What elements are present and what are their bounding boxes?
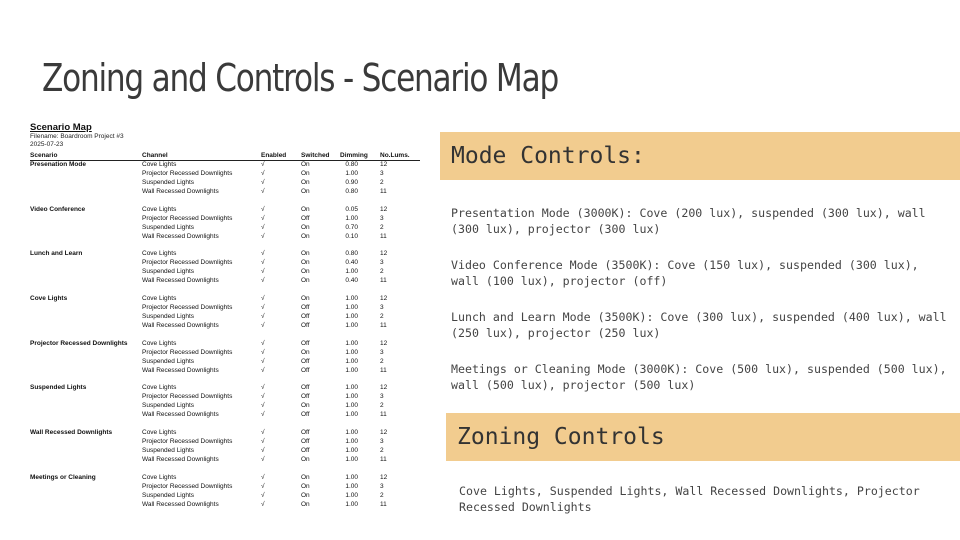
cell-num-lums: 11: [380, 277, 387, 285]
mode-item-video-conference: Video Conference Mode (3500K): Cove (150 lux), suspended (300 lux), wall (100 lux), projector (off): [451, 258, 919, 288]
cell-num-lums: 2: [380, 357, 384, 365]
cell-dimming: 0.05: [345, 205, 358, 213]
cell-enabled: √: [261, 429, 265, 437]
group-spacer: [30, 465, 420, 474]
cell-enabled: √: [261, 491, 265, 499]
cell-dimming: 1.00: [345, 447, 358, 454]
cell-dimming: 0.70: [345, 223, 358, 231]
table-header: [30, 152, 420, 161]
cell-num-lums: 3: [380, 348, 384, 356]
cell-num-lums: 11: [380, 366, 387, 374]
cell-channel: Cove Lights: [142, 339, 177, 347]
cell-channel: Suspended Lights: [142, 447, 195, 454]
table-row: [30, 456, 420, 465]
cell-channel: Suspended Lights: [142, 312, 195, 320]
zoning-controls-text: Cove Lights, Suspended Lights, Wall Recessed Downlights, Projector Recessed Downlights: [459, 484, 920, 514]
cell-channel: Suspended Lights: [142, 268, 195, 276]
table-row: [30, 179, 420, 188]
cell-channel: Cove Lights: [142, 295, 177, 303]
cell-switched: Off: [301, 366, 310, 374]
cell-num-lums: 11: [380, 500, 387, 508]
cell-switched: On: [301, 491, 310, 499]
cell-num-lums: 3: [380, 393, 384, 401]
cell-dimming: 1.00: [345, 339, 358, 347]
table-row: [30, 340, 420, 349]
cell-enabled: √: [261, 250, 265, 258]
table-row: [30, 295, 420, 304]
cell-enabled: √: [261, 169, 265, 177]
cell-scenario: Lunch and Learn: [30, 250, 83, 258]
table-row: [30, 474, 420, 483]
cell-enabled: √: [261, 214, 265, 222]
document-title: Scenario Map: [30, 122, 92, 133]
table-row: [30, 259, 420, 268]
table-row: [30, 170, 420, 179]
cell-num-lums: 2: [380, 312, 384, 320]
cell-switched: Off: [301, 321, 310, 329]
cell-dimming: 1.00: [345, 393, 358, 401]
mode-item-meetings-or-cleaning: Meetings or Cleaning Mode (3000K): Cove (500 lux), suspended (500 lux), wall (500 lux), projector (500 lux): [451, 362, 947, 392]
table-row: [30, 447, 420, 456]
cell-dimming: 0.80: [345, 250, 358, 258]
cell-enabled: √: [261, 348, 265, 356]
cell-enabled: √: [261, 366, 265, 374]
cell-channel: Wall Recessed Downlights: [142, 500, 219, 508]
group-spacer: [30, 197, 420, 206]
group-spacer: [30, 376, 420, 385]
cell-channel: Wall Recessed Downlights: [142, 277, 219, 285]
cell-dimming: 0.90: [345, 178, 358, 186]
cell-channel: Projector Recessed Downlights: [142, 482, 233, 490]
group-spacer: [30, 420, 420, 429]
cell-enabled: √: [261, 473, 265, 481]
cell-channel: Cove Lights: [142, 250, 177, 258]
cell-switched: On: [301, 259, 310, 267]
cell-enabled: √: [261, 455, 265, 463]
slide-title: Zoning and Controls - Scenario Map: [42, 56, 559, 100]
cell-channel: Wall Recessed Downlights: [142, 455, 219, 463]
cell-switched: Off: [301, 357, 310, 365]
cell-switched: On: [301, 250, 310, 258]
cell-dimming: 1.00: [345, 366, 358, 374]
cell-num-lums: 12: [380, 161, 388, 168]
table-row: [30, 215, 420, 224]
column-header-switched: Switched: [301, 152, 330, 159]
table-row: [30, 429, 420, 438]
scenario-group: [30, 384, 420, 420]
cell-channel: Wall Recessed Downlights: [142, 411, 219, 419]
cell-num-lums: 11: [380, 232, 387, 240]
cell-switched: On: [301, 232, 310, 240]
cell-dimming: 1.00: [345, 295, 358, 303]
cell-enabled: √: [261, 259, 265, 267]
cell-enabled: √: [261, 393, 265, 401]
cell-switched: Off: [301, 214, 310, 222]
cell-switched: On: [301, 295, 310, 303]
cell-channel: Cove Lights: [142, 384, 177, 392]
cell-enabled: √: [261, 312, 265, 320]
scenario-group: [30, 206, 420, 242]
table-row: [30, 304, 420, 313]
cell-num-lums: 12: [380, 384, 388, 392]
table-row: [30, 233, 420, 242]
document-filename: Filename: Boardroom Project #3: [30, 133, 124, 140]
cell-enabled: √: [261, 161, 265, 168]
cell-dimming: 1.00: [345, 169, 358, 177]
cell-dimming: 1.00: [345, 402, 358, 410]
cell-dimming: 0.40: [345, 259, 358, 267]
cell-dimming: 1.00: [345, 411, 358, 419]
table-row: [30, 313, 420, 322]
cell-dimming: 1.00: [345, 473, 358, 481]
cell-num-lums: 12: [380, 295, 388, 303]
cell-channel: Projector Recessed Downlights: [142, 259, 233, 267]
cell-num-lums: 3: [380, 438, 384, 446]
cell-enabled: √: [261, 321, 265, 329]
cell-enabled: √: [261, 232, 265, 240]
cell-enabled: √: [261, 357, 265, 365]
group-spacer: [30, 241, 420, 250]
cell-switched: On: [301, 482, 310, 490]
cell-dimming: 1.00: [345, 304, 358, 311]
table-row: [30, 402, 420, 411]
cell-switched: Off: [301, 438, 310, 446]
cell-dimming: 1.00: [345, 384, 358, 392]
table-row: [30, 367, 420, 376]
cell-dimming: 0.40: [345, 277, 358, 285]
document-date: 2025-07-23: [30, 141, 64, 148]
table-row: [30, 384, 420, 393]
cell-channel: Wall Recessed Downlights: [142, 321, 219, 329]
cell-channel: Projector Recessed Downlights: [142, 438, 233, 446]
column-header-scenario: Scenario: [30, 152, 58, 159]
cell-enabled: √: [261, 178, 265, 186]
cell-dimming: 1.00: [345, 455, 358, 463]
cell-channel: Cove Lights: [142, 473, 177, 481]
cell-enabled: √: [261, 304, 265, 311]
cell-dimming: 1.00: [345, 500, 358, 508]
cell-scenario: Projector Recessed Downlights: [30, 339, 128, 347]
cell-dimming: 1.00: [345, 321, 358, 329]
table-row: [30, 358, 420, 367]
cell-num-lums: 3: [380, 169, 384, 177]
table-row: [30, 483, 420, 492]
cell-channel: Projector Recessed Downlights: [142, 393, 233, 401]
scenario-group: [30, 250, 420, 286]
cell-dimming: 0.10: [345, 232, 358, 240]
cell-channel: Suspended Lights: [142, 357, 195, 365]
cell-channel: Wall Recessed Downlights: [142, 187, 219, 195]
cell-switched: On: [301, 205, 310, 213]
cell-dimming: 1.00: [345, 357, 358, 365]
cell-num-lums: 3: [380, 259, 384, 267]
cell-num-lums: 12: [380, 429, 388, 437]
cell-enabled: √: [261, 295, 265, 303]
cell-num-lums: 2: [380, 402, 384, 410]
cell-dimming: 1.00: [345, 312, 358, 320]
cell-enabled: √: [261, 402, 265, 410]
cell-enabled: √: [261, 447, 265, 454]
cell-num-lums: 11: [380, 321, 387, 329]
cell-channel: Cove Lights: [142, 161, 177, 168]
cell-dimming: 1.00: [345, 214, 358, 222]
cell-dimming: 1.00: [345, 429, 358, 437]
cell-num-lums: 3: [380, 304, 384, 311]
cell-num-lums: 2: [380, 223, 384, 231]
cell-channel: Suspended Lights: [142, 402, 195, 410]
cell-switched: Off: [301, 384, 310, 392]
table-row: [30, 277, 420, 286]
cell-num-lums: 3: [380, 214, 384, 222]
zoning-controls-header: [446, 413, 960, 461]
cell-channel: Wall Recessed Downlights: [142, 232, 219, 240]
cell-enabled: √: [261, 268, 265, 276]
table-row: [30, 268, 420, 277]
cell-num-lums: 2: [380, 491, 384, 499]
cell-channel: Suspended Lights: [142, 491, 195, 499]
mode-item-presentation: Presentation Mode (3000K): Cove (200 lux), suspended (300 lux), wall (300 lux), projector (300 lux): [451, 206, 926, 236]
scenario-group: [30, 429, 420, 465]
cell-switched: Off: [301, 411, 310, 419]
cell-switched: On: [301, 500, 310, 508]
table-row: [30, 393, 420, 402]
column-header-enabled: Enabled: [261, 152, 287, 159]
table-row: [30, 206, 420, 215]
cell-enabled: √: [261, 500, 265, 508]
cell-scenario: Wall Recessed Downlights: [30, 429, 113, 437]
scenario-group: [30, 340, 420, 376]
cell-num-lums: 12: [380, 473, 388, 481]
cell-switched: On: [301, 178, 310, 186]
cell-switched: Off: [301, 429, 310, 437]
cell-num-lums: 12: [380, 205, 388, 213]
cell-switched: On: [301, 348, 310, 356]
table-row: [30, 349, 420, 358]
cell-enabled: √: [261, 339, 265, 347]
scenario-group: [30, 161, 420, 197]
cell-dimming: 1.00: [345, 438, 358, 446]
cell-switched: Off: [301, 447, 310, 454]
cell-enabled: √: [261, 384, 265, 392]
cell-scenario: Video Conference: [30, 205, 86, 213]
cell-scenario: Suspended Lights: [30, 384, 87, 392]
cell-scenario: Meetings or Cleaning: [30, 473, 96, 481]
cell-num-lums: 2: [380, 268, 384, 276]
cell-switched: Off: [301, 393, 310, 401]
cell-enabled: √: [261, 205, 265, 213]
group-spacer: [30, 331, 420, 340]
cell-channel: Cove Lights: [142, 429, 177, 437]
cell-channel: Cove Lights: [142, 205, 177, 213]
cell-dimming: 0.80: [345, 187, 358, 195]
cell-dimming: 1.00: [345, 491, 358, 499]
cell-switched: On: [301, 169, 310, 177]
cell-switched: On: [301, 268, 310, 276]
cell-dimming: 1.00: [345, 268, 358, 276]
cell-num-lums: 11: [380, 455, 387, 463]
table-row: [30, 492, 420, 501]
table-row: [30, 161, 420, 170]
cell-channel: Projector Recessed Downlights: [142, 348, 233, 356]
zoning-controls-heading: Zoning Controls: [457, 424, 665, 450]
cell-switched: On: [301, 455, 310, 463]
table-row: [30, 411, 420, 420]
cell-num-lums: 12: [380, 339, 388, 347]
cell-dimming: 1.00: [345, 482, 358, 490]
table-row: [30, 438, 420, 447]
cell-switched: Off: [301, 339, 310, 347]
cell-enabled: √: [261, 438, 265, 446]
scenario-group: [30, 474, 420, 510]
cell-switched: On: [301, 277, 310, 285]
column-header-channel: Channel: [142, 152, 168, 159]
cell-num-lums: 2: [380, 447, 384, 454]
cell-channel: Projector Recessed Downlights: [142, 304, 233, 311]
cell-switched: Off: [301, 312, 310, 320]
cell-channel: Wall Recessed Downlights: [142, 366, 219, 374]
cell-enabled: √: [261, 482, 265, 490]
scenario-map-document: [30, 122, 420, 510]
group-spacer: [30, 286, 420, 295]
cell-enabled: √: [261, 187, 265, 195]
mode-controls-list: [451, 206, 951, 414]
cell-num-lums: 11: [380, 187, 387, 195]
table-row: [30, 322, 420, 331]
cell-num-lums: 12: [380, 250, 388, 258]
cell-dimming: 1.00: [345, 348, 358, 356]
mode-controls-header: [440, 132, 960, 180]
cell-enabled: √: [261, 277, 265, 285]
cell-dimming: 0.80: [345, 161, 358, 168]
cell-num-lums: 11: [380, 411, 387, 419]
table-row: [30, 250, 420, 259]
mode-controls-heading: Mode Controls:: [451, 143, 645, 169]
cell-enabled: √: [261, 411, 265, 419]
column-header-num-lums: No.Lums.: [380, 152, 410, 159]
cell-channel: Projector Recessed Downlights: [142, 214, 233, 222]
cell-switched: On: [301, 223, 310, 231]
cell-switched: On: [301, 473, 310, 481]
cell-enabled: √: [261, 223, 265, 231]
cell-num-lums: 3: [380, 482, 384, 490]
scenario-group: [30, 295, 420, 331]
cell-switched: On: [301, 402, 310, 410]
cell-switched: Off: [301, 304, 310, 311]
cell-scenario: Presenation Mode: [30, 161, 86, 168]
cell-switched: On: [301, 187, 310, 195]
cell-num-lums: 2: [380, 178, 384, 186]
cell-scenario: Cove Lights: [30, 295, 68, 303]
cell-channel: Suspended Lights: [142, 223, 195, 231]
table-row: [30, 188, 420, 197]
table-body: [30, 161, 420, 510]
column-header-dimming: Dimming: [340, 152, 368, 159]
cell-channel: Suspended Lights: [142, 178, 195, 186]
mode-item-lunch-and-learn: Lunch and Learn Mode (3500K): Cove (300 lux), suspended (400 lux), wall (250 lux), projector (250 lux): [451, 310, 947, 340]
table-row: [30, 501, 420, 510]
table-row: [30, 224, 420, 233]
cell-channel: Projector Recessed Downlights: [142, 169, 233, 177]
cell-switched: On: [301, 161, 310, 168]
